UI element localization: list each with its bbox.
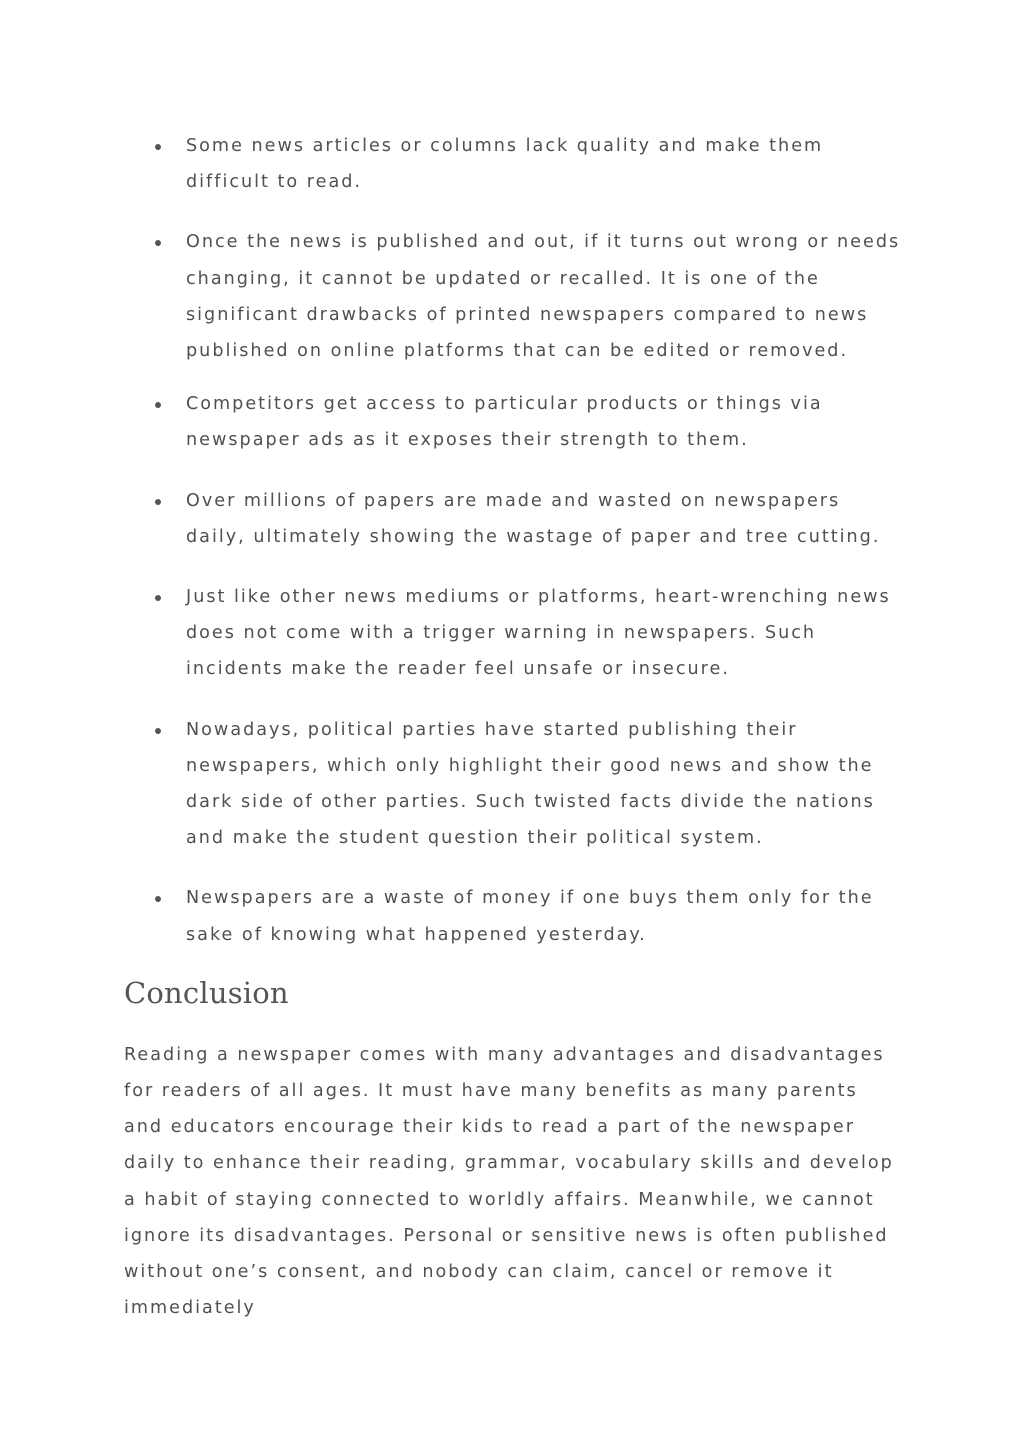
- bullet-icon: [155, 595, 161, 601]
- list-item-text: Nowadays, political parties have started publishing their newspapers, which only highlight their good news and show the dark side of other parties. Such twisted facts divide the nations and make the student question their political system.: [186, 719, 875, 849]
- bullet-icon: [155, 240, 161, 246]
- list-item: [186, 712, 904, 857]
- list-item-text: Newspapers are a waste of money if one buys them only for the sake of knowing what happened yesterday.: [186, 888, 874, 945]
- list-item: [186, 880, 904, 952]
- bullet-icon: [155, 728, 161, 734]
- list-item-text: Once the news is published and out, if it turns out wrong or needs changing, it cannot be updated or recalled. It is one of the significant drawbacks of printed newspapers compared to news published on online platforms that can be edited or removed.: [186, 232, 901, 362]
- bullet-icon: [155, 144, 161, 150]
- bullet-icon: [155, 499, 161, 505]
- document-page: [124, 128, 904, 1326]
- list-item: [186, 386, 904, 458]
- list-item: [186, 483, 904, 555]
- disadvantages-list: [124, 128, 904, 953]
- conclusion-paragraph: Reading a newspaper comes with many advantages and disadvantages for readers of all ages. It must have many benefits as many parents and educators encourage their kids to read a part of the newspaper daily to enhance their reading, grammar, vocabulary skills and develop a habit of staying connected to worldly affairs. Meanwhile, we cannot ignore its disadvantages. Personal or sensitive news is often published without one’s consent, and nobody can claim, cancel or remove it immediately: [124, 1044, 894, 1319]
- list-item-text: Just like other news mediums or platforms, heart-wrenching news does not come with a trigger warning in newspapers. Such incidents make the reader feel unsafe or insecure.: [186, 587, 891, 680]
- list-item-text: Competitors get access to particular products or things via newspaper ads as it exposes their strength to them.: [186, 394, 823, 451]
- bullet-icon: [155, 896, 161, 902]
- list-item-text: Some news articles or columns lack quality and make them difficult to read.: [186, 136, 824, 193]
- bullet-icon: [155, 402, 161, 408]
- conclusion-heading: Conclusion: [124, 975, 289, 1010]
- list-item: [186, 128, 904, 200]
- list-item: [186, 579, 904, 688]
- list-item-text: Over millions of papers are made and wasted on newspapers daily, ultimately showing the wastage of paper and tree cutting.: [186, 490, 881, 547]
- list-item: [186, 224, 904, 369]
